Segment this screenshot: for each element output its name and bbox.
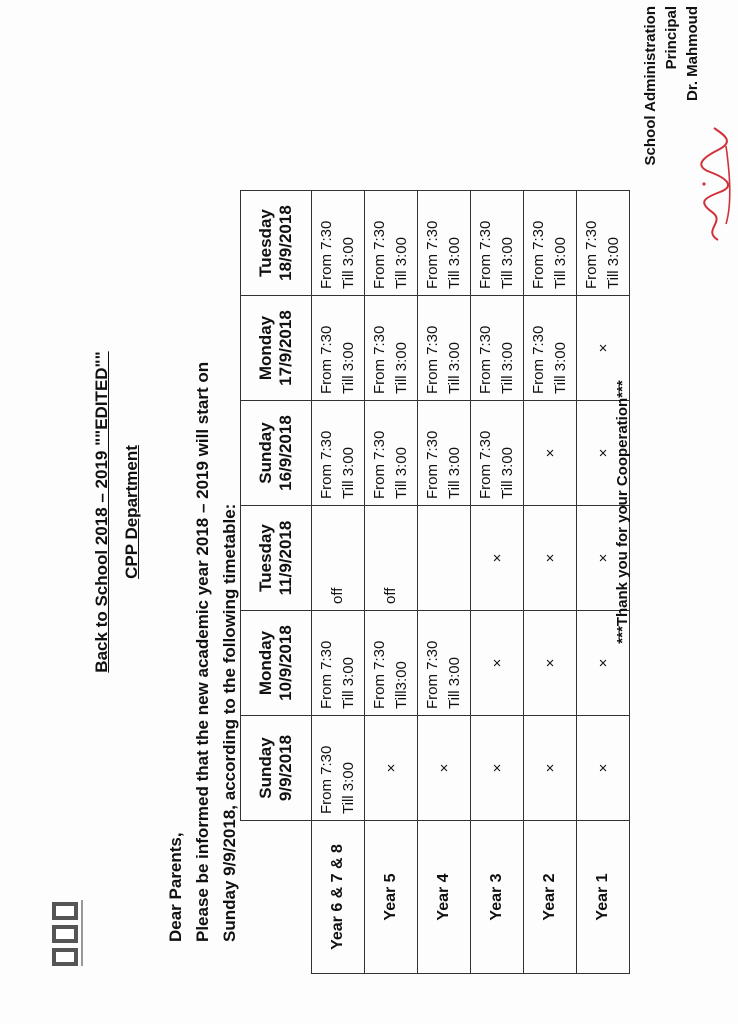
row-label: Year 6 & 7 & 8 (312, 821, 365, 974)
cell-text: From 7:30 (424, 430, 441, 499)
document-title: Back to School 2018 – 2019 ""EDITED"" (92, 351, 111, 673)
cell-text: Till 3:00 (446, 657, 463, 709)
table-cell (418, 401, 471, 506)
school-logo-icon (52, 896, 86, 966)
table-cell (524, 716, 577, 821)
cell-text: From 7:30 (477, 430, 494, 499)
column-header (241, 716, 312, 821)
cell-text: From 7:30 (318, 745, 335, 814)
table-row (312, 191, 365, 974)
row-label: Year 4 (418, 821, 471, 974)
unavailable-mark: × (541, 658, 559, 668)
column-day: Tuesday (256, 209, 275, 277)
table-cell (312, 716, 365, 821)
timetable-corner (241, 821, 312, 974)
table-cell (312, 296, 365, 401)
row-label: Year 3 (471, 821, 524, 974)
cell-text: Till 3:00 (340, 447, 357, 499)
unavailable-mark: × (594, 553, 612, 563)
unavailable-mark: × (541, 553, 559, 563)
cell-text: Till 3:00 (499, 237, 516, 289)
cell-text: From 7:30 (530, 325, 547, 394)
table-cell (418, 191, 471, 296)
unavailable-mark: × (541, 448, 559, 458)
cell-text: Till 3:00 (393, 447, 410, 499)
unavailable-mark: × (382, 763, 400, 773)
cell-text: Till 3:00 (393, 342, 410, 394)
column-day: Tuesday (256, 524, 275, 592)
table-row (471, 191, 524, 974)
table-cell (471, 296, 524, 401)
column-date: 18/9/2018 (276, 205, 295, 281)
row-label: Year 2 (524, 821, 577, 974)
column-header (241, 506, 312, 611)
cell-text: Till 3:00 (340, 342, 357, 394)
unavailable-mark: × (435, 763, 453, 773)
cell-text: Till 3:00 (552, 342, 569, 394)
column-header (241, 401, 312, 506)
unavailable-mark: × (594, 343, 612, 353)
cell-text: From 7:30 (371, 640, 388, 709)
signature-name: Dr. Mahmoud (684, 6, 701, 102)
signature-role: Principal (663, 6, 680, 70)
cell-text: off (329, 587, 346, 604)
cell-text: Till 3:00 (393, 237, 410, 289)
table-cell (524, 401, 577, 506)
cell-text: Till 3:00 (552, 237, 569, 289)
intro-text (162, 362, 243, 942)
table-row (524, 191, 577, 974)
thanks-note: ***Thank you for your Cooperation*** (614, 380, 631, 644)
cell-text: From 7:30 (318, 640, 335, 709)
intro-line-2: Sunday 9/9/2018, according to the following timetable: (220, 503, 239, 942)
cell-text: Till 3:00 (446, 342, 463, 394)
column-day: Sunday (256, 422, 275, 484)
table-row (418, 191, 471, 974)
unavailable-mark: × (594, 448, 612, 458)
timetable-header-row (241, 191, 312, 974)
cell-text: Till 3:00 (340, 237, 357, 289)
table-cell (365, 401, 418, 506)
unavailable-mark: × (488, 763, 506, 773)
table-cell (471, 611, 524, 716)
cell-text: From 7:30 (371, 430, 388, 499)
cell-text: From 7:30 (424, 640, 441, 709)
table-cell (418, 296, 471, 401)
column-date: 9/9/2018 (276, 734, 295, 802)
table-cell (312, 191, 365, 296)
intro-line-1: Please be informed that the new academic year 2018 – 2019 will start on (193, 361, 212, 942)
table-cell (312, 506, 365, 611)
cell-text: From 7:30 (318, 220, 335, 289)
table-cell (418, 716, 471, 821)
cell-text: Till3:00 (393, 661, 410, 709)
cell-text: Till 3:00 (340, 657, 357, 709)
column-date: 11/9/2018 (276, 520, 295, 596)
cell-text: From 7:30 (371, 325, 388, 394)
cell-text: From 7:30 (318, 430, 335, 499)
column-day: Monday (256, 630, 275, 696)
column-date: 10/9/2018 (276, 625, 295, 701)
cell-text: From 7:30 (477, 325, 494, 394)
table-cell (365, 611, 418, 716)
table-cell (524, 611, 577, 716)
timetable (240, 190, 630, 974)
greeting: Dear Parents, (166, 832, 185, 942)
table-cell (471, 716, 524, 821)
cell-text: off (382, 587, 399, 604)
signature-office: School Administration (642, 6, 659, 166)
cell-text: From 7:30 (477, 220, 494, 289)
table-cell (365, 296, 418, 401)
table-cell (365, 716, 418, 821)
cell-text: From 7:30 (583, 220, 600, 289)
table-cell (312, 401, 365, 506)
cell-text: From 7:30 (424, 220, 441, 289)
table-cell (365, 506, 418, 611)
column-header (241, 191, 312, 296)
unavailable-mark: × (594, 658, 612, 668)
department-title: CPP Department (122, 445, 141, 579)
cell-text: Till 3:00 (499, 447, 516, 499)
cell-text: From 7:30 (424, 325, 441, 394)
column-date: 17/9/2018 (276, 310, 295, 386)
column-date: 16/9/2018 (276, 415, 295, 491)
cell-text: From 7:30 (530, 220, 547, 289)
column-header (241, 296, 312, 401)
row-label: Year 5 (365, 821, 418, 974)
cell-text: Till 3:00 (446, 237, 463, 289)
table-cell (312, 611, 365, 716)
column-day: Monday (256, 315, 275, 381)
column-header (241, 611, 312, 716)
unavailable-mark: × (488, 553, 506, 563)
table-cell (418, 506, 471, 611)
table-cell (471, 506, 524, 611)
table-row (365, 191, 418, 974)
table-cell (365, 191, 418, 296)
signature-block (640, 6, 703, 246)
unavailable-mark: × (541, 763, 559, 773)
unavailable-mark: × (488, 658, 506, 668)
unavailable-mark: × (594, 763, 612, 773)
cell-text: Till 3:00 (446, 447, 463, 499)
column-day: Sunday (256, 737, 275, 799)
table-cell (524, 506, 577, 611)
cell-text: Till 3:00 (499, 342, 516, 394)
cell-text: From 7:30 (318, 325, 335, 394)
table-cell (524, 191, 577, 296)
table-cell (524, 296, 577, 401)
table-cell (471, 401, 524, 506)
handwritten-signature (696, 124, 736, 244)
table-cell (471, 191, 524, 296)
cell-text: Till 3:00 (605, 237, 622, 289)
cell-text: From 7:30 (371, 220, 388, 289)
table-cell (418, 611, 471, 716)
row-label: Year 1 (577, 821, 630, 974)
cell-text: Till 3:00 (340, 762, 357, 814)
